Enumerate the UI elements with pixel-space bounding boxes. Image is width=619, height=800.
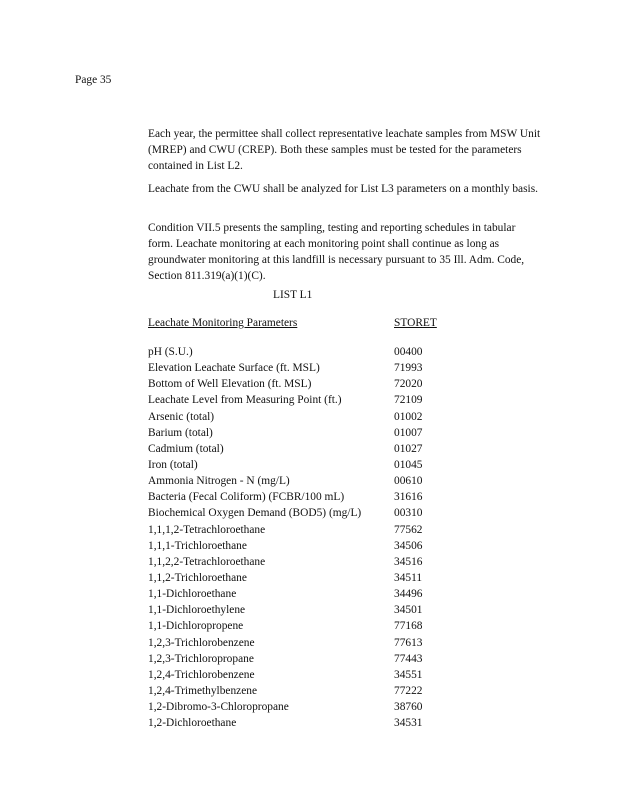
table-header-parameters: Leachate Monitoring Parameters xyxy=(148,317,298,329)
table-header-storet: STORET xyxy=(394,317,437,329)
table-row xyxy=(148,508,468,524)
parameter-name: Bottom of Well Elevation (ft. MSL) xyxy=(148,378,312,391)
parameter-name: 1,1,1,2-Tetrachloroethane xyxy=(148,523,266,536)
storet-code: 77562 xyxy=(394,523,423,536)
list-title: LIST L1 xyxy=(273,289,313,301)
storet-code: 77613 xyxy=(394,636,423,649)
table-row xyxy=(148,476,468,492)
parameter-name: 1,1,2,2-Tetrachloroethane xyxy=(148,555,266,568)
table-row xyxy=(148,702,468,718)
storet-code: 72020 xyxy=(394,378,423,391)
parameter-name: 1,2,3-Trichloropropane xyxy=(148,652,254,665)
table-row xyxy=(148,460,468,476)
table-row xyxy=(148,444,468,460)
parameter-name: 1,1-Dichloropropene xyxy=(148,620,244,633)
table-row xyxy=(148,605,468,621)
page-number: Page 35 xyxy=(75,74,112,86)
storet-code: 72109 xyxy=(394,394,423,407)
parameter-name: 1,1-Dichloroethane xyxy=(148,588,237,601)
storet-code: 00310 xyxy=(394,507,423,520)
parameter-name: Biochemical Oxygen Demand (BOD5) (mg/L) xyxy=(148,507,362,520)
paragraph-monitoring-schedule: Condition VII.5 presents the sampling, testing and reporting schedules in tabular form. Leachate monitoring at each monitoring point shall continue as long as groundwater monitoring at this landfill is necessary pursuant to 35 Ill. Adm. Code, Section 811.319(a)(1)(C). xyxy=(148,222,525,282)
table-row xyxy=(148,379,468,395)
parameter-name: Leachate Level from Measuring Point (ft.) xyxy=(148,394,342,407)
storet-code: 01045 xyxy=(394,458,423,471)
parameter-name: Arsenic (total) xyxy=(148,410,215,423)
storet-code: 34511 xyxy=(394,571,423,584)
storet-code: 00400 xyxy=(394,346,423,358)
table-row xyxy=(148,347,468,363)
table-row xyxy=(148,557,468,573)
parameter-name: 1,2,4-Trimethylbenzene xyxy=(148,684,258,697)
storet-code: 34516 xyxy=(394,555,423,568)
storet-code: 00610 xyxy=(394,475,423,488)
table-row xyxy=(148,428,468,444)
parameter-name: pH (S.U.) xyxy=(148,346,193,358)
table-row xyxy=(148,395,468,411)
storet-code: 77443 xyxy=(394,652,423,665)
table-row xyxy=(148,670,468,686)
storet-code: 77168 xyxy=(394,620,423,633)
table-row xyxy=(148,589,468,605)
storet-code: 01027 xyxy=(394,442,423,455)
table-row xyxy=(148,525,468,541)
storet-code: 38760 xyxy=(394,701,423,714)
parameter-name: Cadmium (total) xyxy=(148,442,224,455)
table-row xyxy=(148,686,468,702)
table-row xyxy=(148,718,468,734)
parameter-table-rows xyxy=(148,347,468,734)
table-row xyxy=(148,573,468,589)
table-row xyxy=(148,541,468,557)
storet-code: 34531 xyxy=(394,717,423,730)
paragraph-annual-sampling: Each year, the permittee shall collect representative leachate samples from MSW Unit (MREP) and CWU (CREP). Both these samples must be tested for the parameters contained in List L2. xyxy=(148,128,541,172)
storet-code: 34551 xyxy=(394,668,423,681)
storet-code: 34496 xyxy=(394,588,423,601)
parameter-name: 1,2,4-Trichlorobenzene xyxy=(148,668,255,681)
table-row xyxy=(148,492,468,508)
table-row xyxy=(148,412,468,428)
parameter-name: Bacteria (Fecal Coliform) (FCBR/100 mL) xyxy=(148,491,345,504)
storet-code: 34501 xyxy=(394,604,423,617)
table-row xyxy=(148,638,468,654)
storet-code: 34506 xyxy=(394,539,423,552)
parameter-name: Barium (total) xyxy=(148,426,213,439)
parameter-name: 1,1-Dichloroethylene xyxy=(148,604,246,617)
parameter-name: 1,2-Dichloroethane xyxy=(148,717,237,730)
storet-code: 01002 xyxy=(394,410,423,423)
storet-code: 01007 xyxy=(394,426,423,439)
parameter-name: Elevation Leachate Surface (ft. MSL) xyxy=(148,362,320,375)
parameter-name: 1,1,2-Trichloroethane xyxy=(148,571,247,584)
table-row xyxy=(148,654,468,670)
table-row xyxy=(148,363,468,379)
storet-code: 31616 xyxy=(394,491,423,504)
table-row xyxy=(148,621,468,637)
storet-code: 71993 xyxy=(394,362,423,375)
parameter-name: 1,1,1-Trichloroethane xyxy=(148,539,247,552)
paragraph-cwu-analysis: Leachate from the CWU shall be analyzed for List L3 parameters on a monthly basis. xyxy=(148,183,538,195)
storet-code: 77222 xyxy=(394,684,423,697)
parameter-name: Ammonia Nitrogen - N (mg/L) xyxy=(148,475,290,488)
parameter-name: 1,2-Dibromo-3-Chloropropane xyxy=(148,701,289,714)
parameter-name: Iron (total) xyxy=(148,458,198,471)
parameter-name: 1,2,3-Trichlorobenzene xyxy=(148,636,255,649)
